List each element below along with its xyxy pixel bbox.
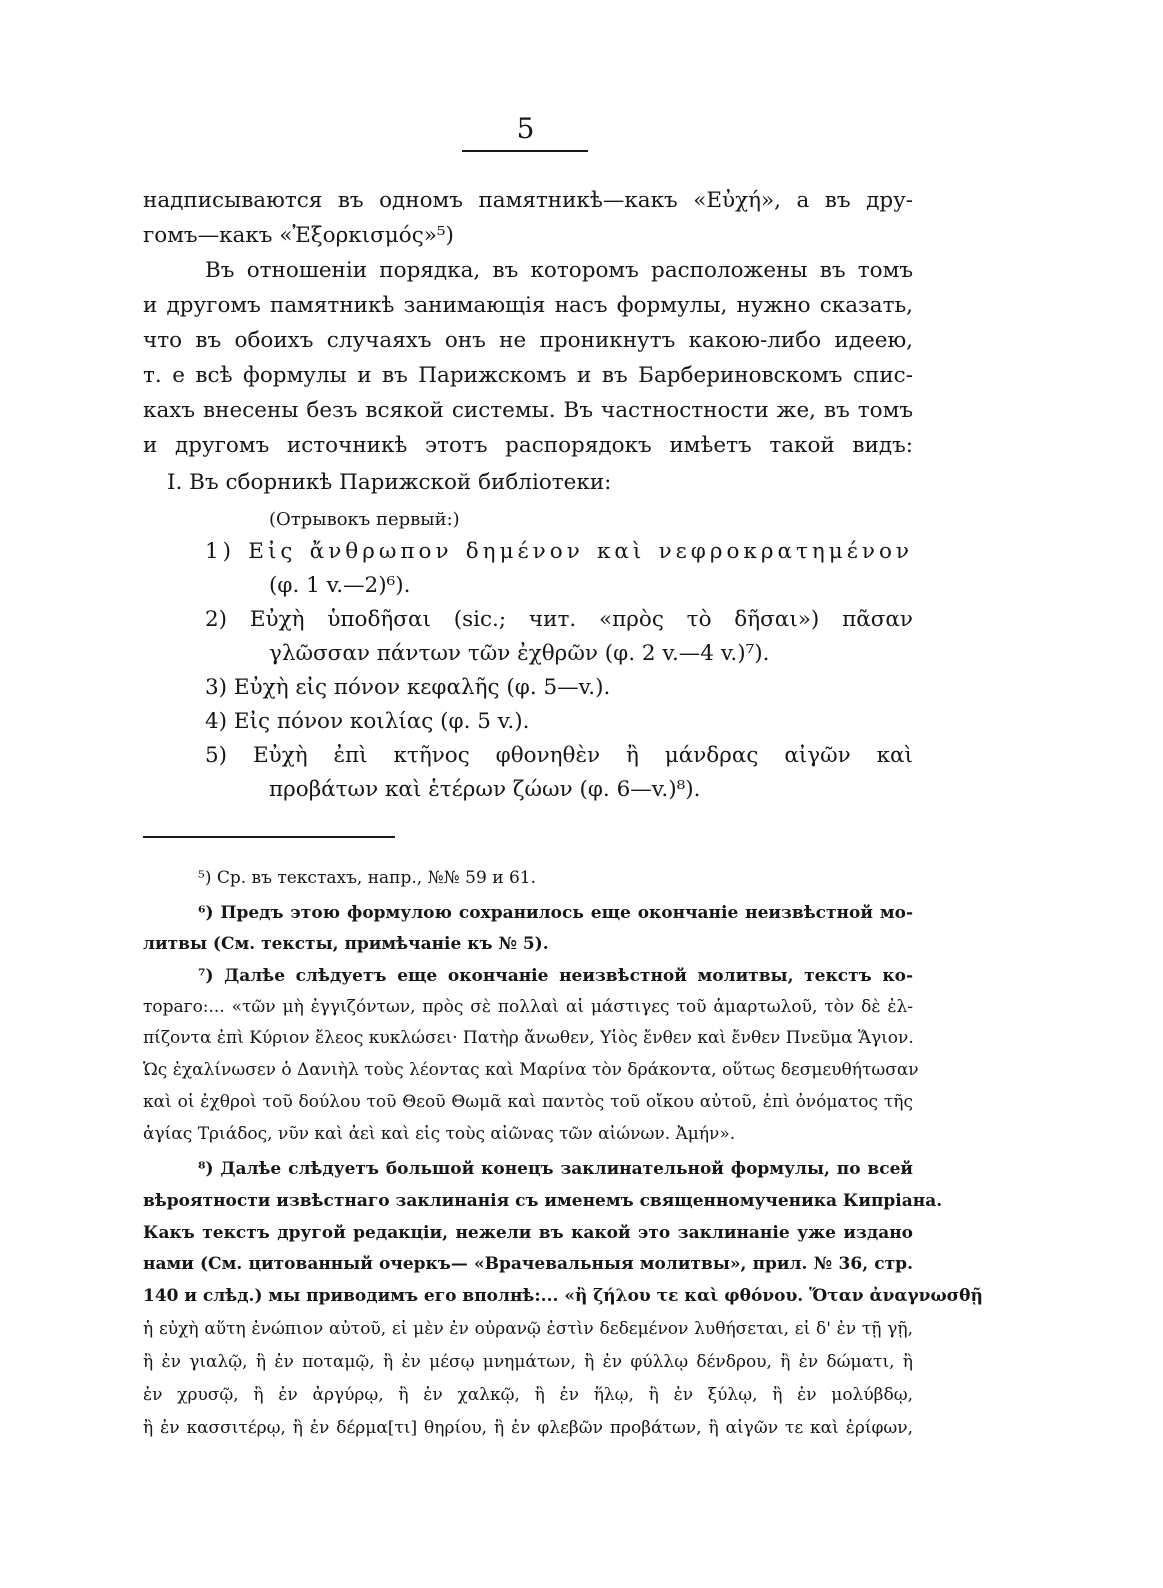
footnote-line: тораго:... «τῶν μὴ ἐγγιζόντων, πρὸς σὲ πολλαὶ αἱ μάστιγες τοῦ ἁμαρτωλοῦ, τὸν δὲ ἐλ- <box>143 997 913 1017</box>
list-item: γλῶσσαν πάντων τῶν ἐχθρῶν (φ. 2 v.—4 v.)⁷). <box>269 641 770 666</box>
subheading: (Отрывокъ первый:) <box>269 509 460 530</box>
section-heading: I. Въ сборникѣ Парижской библіотеки: <box>167 470 612 495</box>
footnote-line: ⁵) Ср. въ текстахъ, напр., №№ 59 и 61. <box>198 868 536 888</box>
footnote-line: ἢ ἐν κασσιτέρῳ, ἢ ἐν δέρμα[τι] θηρίου, ἢ ἐν φλεβῶν προβάτων, ἢ αἰγῶν τε καὶ ἐρίφων, <box>143 1418 913 1438</box>
body-line: надписываются въ одномъ памятникѣ—какъ «Εὐχή», а въ дру- <box>143 188 913 213</box>
footnote-line: ἢ ἐν γιαλῷ, ἢ ἐν ποταμῷ, ἢ ἐν μέσῳ μνημάτων, ἢ ἐν φύλλῳ δένδρου, ἢ ἐν δώματι, ἢ <box>143 1352 913 1372</box>
footnote-line: ⁶) Предъ этою формулою сохранилось еще окончаніе неизвѣстной мо- <box>198 903 913 923</box>
body-line: т. е всѣ формулы и въ Парижскомъ и въ Барбериновскомъ спис- <box>143 363 913 388</box>
body-line: Въ отношеніи порядка, въ которомъ расположены въ томъ <box>205 258 913 283</box>
list-item: προβάτων καὶ ἑτέρων ζώων (φ. 6—v.)⁸). <box>269 777 701 802</box>
footnote-line: πίζοντα ἐπὶ Κύριον ἔλεος κυκλώσει· Πατὴρ ἄνωθεν, Υἱὸς ἔνθεν καὶ ἔνθεν Πνεῦμα Ἅγιον. <box>143 1028 914 1048</box>
page-number: 5 <box>516 112 536 145</box>
footnote-line: Ὡς ἐχαλίνωσεν ὁ Δανιὴλ τοὺς λέοντας καὶ Μαρίνα τὸν δράκοντα, οὕτως δεσμευθήτωσαν <box>143 1060 919 1080</box>
list-item: 2) Εὐχὴ ὑποδῆσαι (sic.; чит. «πρὸς τὸ δῆσαι») πᾶσαν <box>205 607 913 632</box>
footnote-line: ἐν χρυσῷ, ἢ ἐν ἀργύρῳ, ἢ ἐν χαλκῷ, ἢ ἐν ἥλῳ, ἢ ἐν ξύλῳ, ἢ ἐν μολύβδῳ, <box>143 1385 913 1405</box>
footnote-line: ἡ εὐχὴ αὕτη ἐνώπιον αὐτοῦ, εἰ μὲν ἐν οὐρανῷ ἐστὶν δεδεμένον λυθήσεται, εἰ δ' ἐν τῇ γῇ, <box>143 1319 913 1339</box>
list-item: 5) Εὐχὴ ἐπὶ κτῆνος φθονηθὲν ἢ μάνδρας αἰγῶν καὶ <box>205 743 913 768</box>
body-line: гомъ—какъ «Ἐξορκισμός»⁵) <box>143 223 454 248</box>
page-number-rule <box>462 150 588 152</box>
footnote-line: литвы (См. тексты, примѣчаніе къ № 5). <box>143 934 549 954</box>
body-line: и другомъ памятникѣ занимающія насъ формулы, нужно сказать, <box>143 293 913 318</box>
list-item: 1) Εἰς ἄνθρωπον δημένον καὶ νεφροκρατημένον <box>205 539 913 564</box>
footnote-line: Какъ текстъ другой редакціи, нежели въ какой это заклинаніе уже издано <box>143 1223 913 1243</box>
list-item: 3) Εὐχὴ εἰς πόνον κεφαλῆς (φ. 5—v.). <box>205 675 611 700</box>
body-line: что въ обоихъ случаяхъ онъ не проникнутъ какою-либо идеею, <box>143 328 913 353</box>
footnote-line: ⁷) Далѣе слѣдуетъ еще окончаніе неизвѣстной молитвы, текстъ ко- <box>198 966 913 986</box>
list-item: 4) Εἰς πόνον κοιλίας (φ. 5 v.). <box>205 709 530 734</box>
footnote-line: нами (См. цитованный очеркъ— «Врачевальныя молитвы», прил. № 36, стр. <box>143 1254 913 1274</box>
footnote-line: 140 и слѣд.) мы приводимъ его вполнѣ:... «ἢ ζήλου τε καὶ φθόνου. Ὅταν ἀναγνωσθῇ <box>143 1286 983 1306</box>
body-line: и другомъ источникѣ этотъ распорядокъ имѣетъ такой видъ: <box>143 433 913 458</box>
footnote-line: ἁγίας Τριάδος, νῦν καὶ ἀεὶ καὶ εἰς τοὺς αἰῶνας τῶν αἰώνων. Ἀμήν». <box>143 1124 736 1144</box>
footnote-line: вѣроятности извѣстнаго заклинанія съ именемъ священномученика Кипріана. <box>143 1191 943 1211</box>
footnote-line: ⁸) Далѣе слѣдуетъ большой конецъ заклинательной формулы, по всей <box>198 1159 913 1179</box>
footnote-line: καὶ οἱ ἐχθροὶ τοῦ δούλου τοῦ Θεοῦ Θωμᾶ καὶ παντὸς τοῦ οἴκου αὐτοῦ, ἐπὶ ὀνόματος τῆς <box>143 1092 913 1112</box>
list-item: (φ. 1 v.—2)⁶). <box>269 573 411 598</box>
footnote-rule <box>143 836 395 838</box>
body-line: кахъ внесены безъ всякой системы. Въ частностности же, въ томъ <box>143 398 913 423</box>
